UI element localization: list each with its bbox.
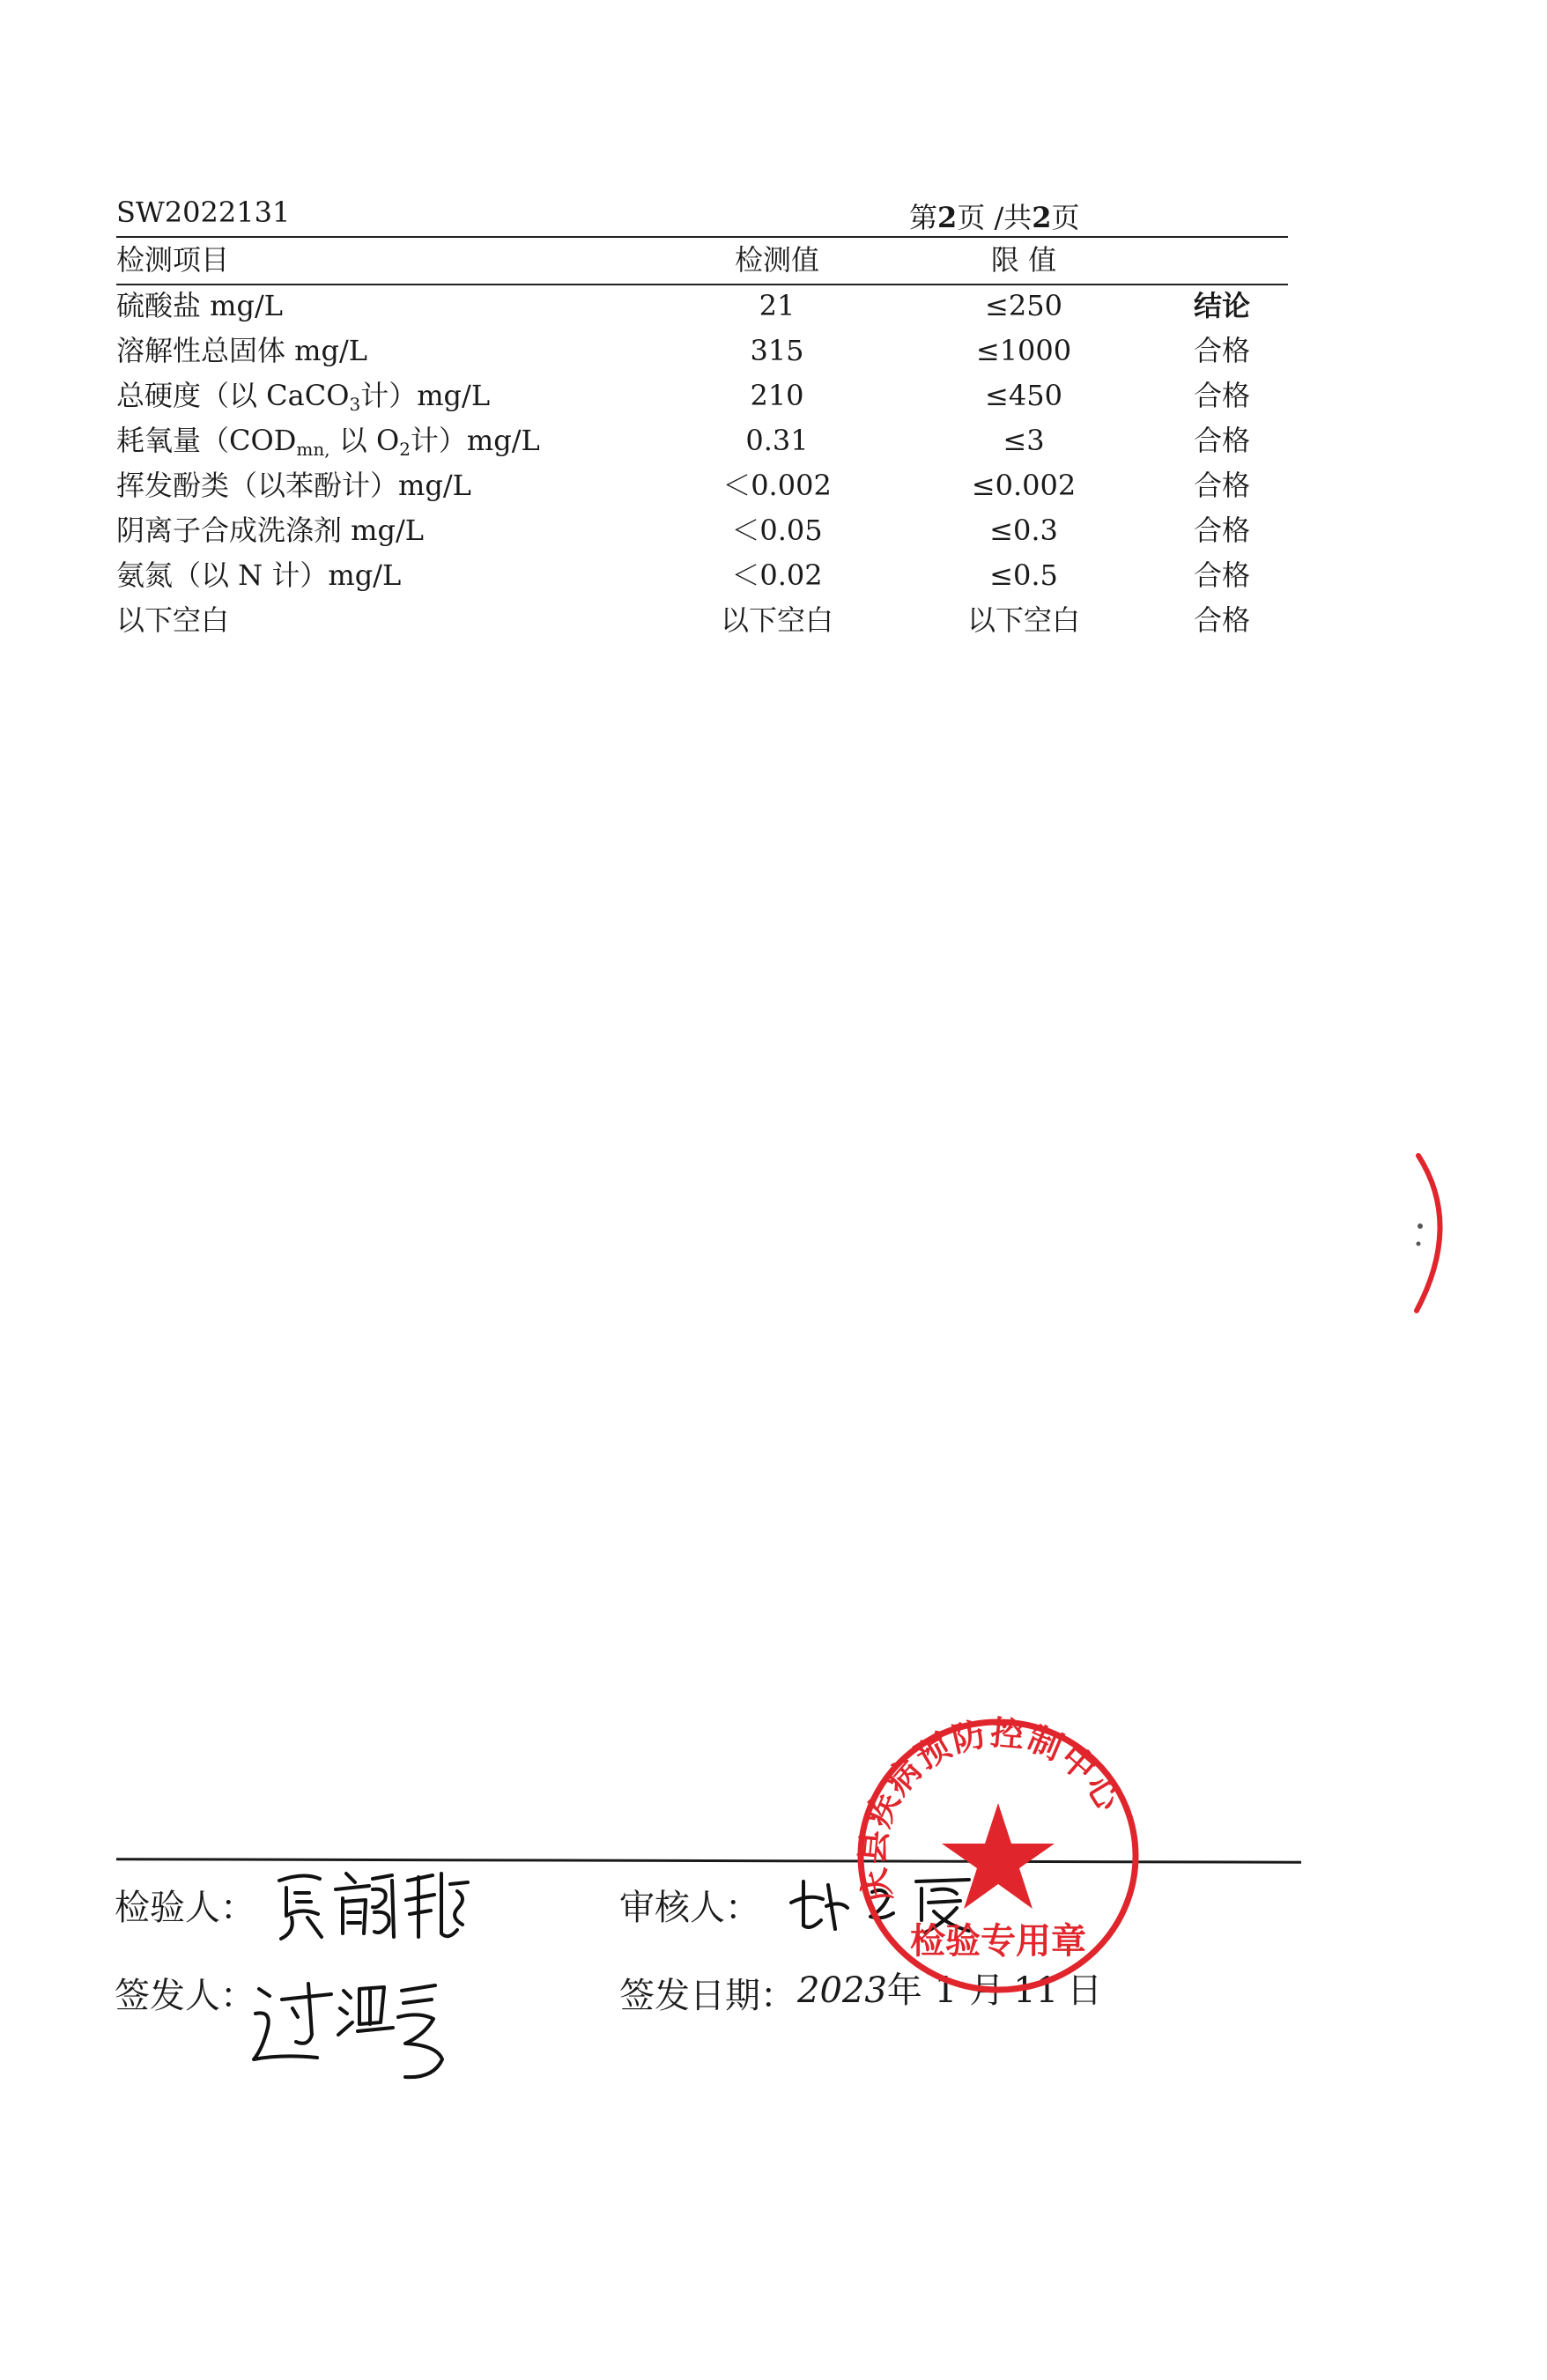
row-verdict: 合格: [1193, 514, 1250, 547]
issue-date-month: 1: [934, 1970, 958, 2011]
document-header: [116, 196, 1288, 234]
row-item: 挥发酚类（以苯酚计）mg/L: [116, 469, 471, 502]
table-row: [116, 463, 1288, 508]
issuer-signature: [247, 1973, 458, 2088]
table-row: [116, 418, 1288, 463]
row-item: 硫酸盐 mg/L: [116, 289, 284, 322]
table-row: [116, 553, 1288, 598]
row-item: 溶解性总固体 mg/L: [116, 334, 368, 367]
reviewer-label: 审核人：: [619, 1888, 760, 1928]
issue-date-label: 签发日期：: [619, 1976, 796, 2016]
row-limit: ≤0.002: [971, 469, 1077, 502]
row-value: 0.31: [745, 424, 809, 457]
row-limit: ≤0.5: [989, 558, 1058, 592]
row-verdict: 合格: [1193, 558, 1250, 592]
stamp-subtitle: 检验专用章: [910, 1921, 1086, 1962]
issue-date-day: 11: [1013, 1970, 1059, 2011]
row-verdict: 合格: [1193, 334, 1250, 367]
row-value: ＜0.05: [731, 514, 823, 547]
row-item: 氨氮（以 N 计）mg/L: [116, 558, 402, 592]
inspector-label: 检验人：: [115, 1888, 255, 1928]
issuer-label: 签发人：: [115, 1976, 255, 2016]
row-item: 总硬度（以 CaCO$_3$计）mg/L: [116, 379, 491, 415]
row-verdict: 结论: [1193, 289, 1250, 322]
stamp-star-icon: [942, 1803, 1055, 1909]
row-limit: ≤3: [1003, 424, 1045, 457]
edge-seal-fragment: [1401, 1145, 1480, 1321]
row-value: 210: [750, 379, 804, 412]
page-indicator: 第2页 /共2页: [909, 201, 1080, 234]
header-value: 检测值: [734, 243, 819, 277]
row-limit: 以下空白: [966, 603, 1080, 637]
row-limit: ≤450: [985, 379, 1062, 412]
row-item: 以下空白: [116, 603, 230, 637]
stamp-name: 庆县疾病预防控制中心: [852, 1712, 1129, 1906]
official-stamp: [841, 1704, 1158, 2004]
table-row: [116, 329, 1288, 373]
row-verdict: 合格: [1193, 469, 1250, 502]
table-row: [116, 373, 1288, 418]
row-verdict: 合格: [1193, 424, 1250, 457]
issue-date-year: 2023: [797, 1970, 887, 2011]
document-number: SW2022131: [116, 196, 291, 229]
header-limit: 限 值: [990, 243, 1057, 277]
row-limit: ≤0.3: [989, 514, 1058, 547]
row-value: ＜0.002: [722, 469, 832, 502]
row-verdict: 合格: [1193, 379, 1250, 412]
inspector-signature: [269, 1863, 480, 1942]
row-value: 21: [759, 289, 796, 322]
row-item: 阴离子合成洗涤剂 mg/L: [116, 514, 425, 547]
row-limit: ≤250: [985, 289, 1062, 322]
row-value: ＜0.02: [731, 558, 823, 592]
row-value: 315: [750, 334, 804, 367]
table-row: [116, 508, 1288, 553]
row-limit: ≤1000: [975, 334, 1072, 367]
row-value: 以下空白: [720, 603, 833, 637]
table-row: [116, 284, 1288, 329]
table-header-row: [116, 238, 1288, 284]
results-table: [116, 238, 1288, 643]
header-item: 检测项目: [116, 243, 230, 277]
table-row: [116, 598, 1288, 643]
issue-date: 2023年 1 月 11 日: [797, 1970, 1103, 2011]
row-verdict: 合格: [1193, 603, 1250, 637]
row-item: 耗氧量（$COD_{mn,}$ 以 $O_2$计）mg/L: [116, 424, 540, 460]
